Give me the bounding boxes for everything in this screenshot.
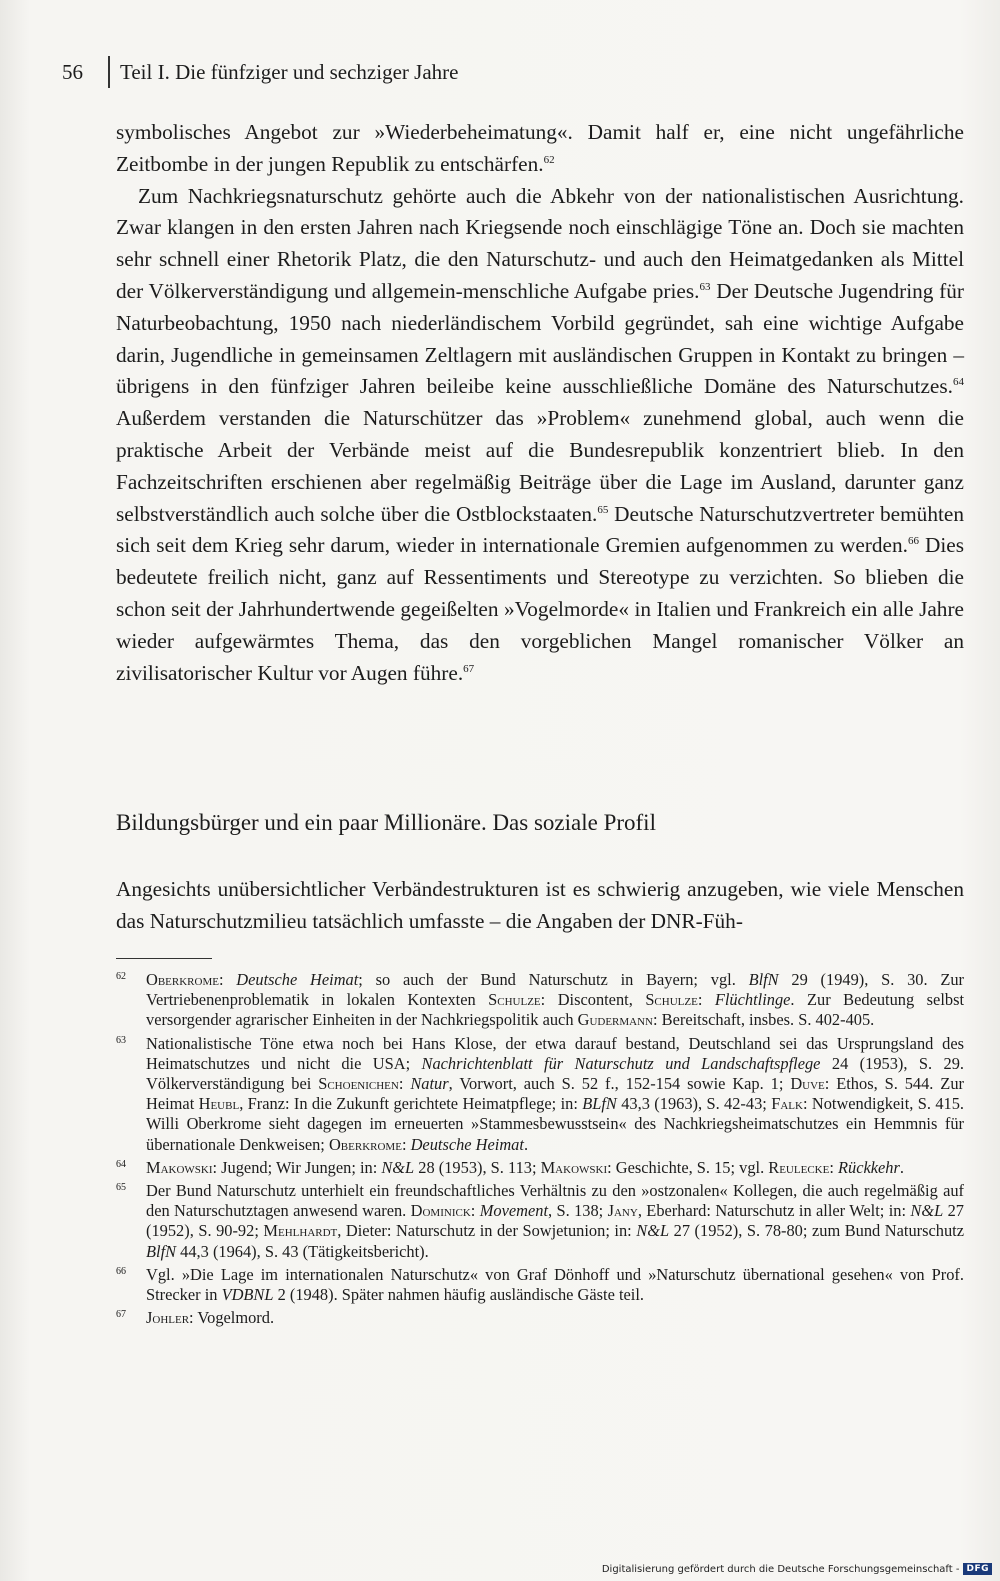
running-header bbox=[62, 52, 458, 92]
footnote-ref[interactable]: 66 bbox=[907, 535, 919, 548]
text-run: 27 (1952), S. 78-80; zum Bund Naturschutz bbox=[669, 1221, 964, 1241]
title: Rückkehr bbox=[837, 1157, 900, 1177]
text-run: Der Bund Naturschutz unterhielt ein freundschaftliches Verhältnis zu den »ostzonalen« Kollegen, die auch regelmäßig auf den Naturschutztagen anwesend waren. bbox=[146, 1181, 964, 1221]
title: BlfN bbox=[146, 1241, 177, 1261]
text-run: 28 (1953), S. 113; bbox=[414, 1157, 541, 1177]
author: Duve bbox=[790, 1074, 825, 1094]
title: Flüchtlinge bbox=[714, 990, 791, 1010]
title: Natur bbox=[410, 1074, 449, 1094]
author: Jany bbox=[607, 1201, 638, 1221]
text-run: : Ethos, S. 544. Zur Heimat bbox=[146, 1074, 964, 1114]
running-title: Teil I. Die fünfziger und sechziger Jahre bbox=[120, 59, 459, 84]
paragraph: Angesichts unübersichtlicher Verbändestrukturen ist es schwierig anzugeben, wie viele Menschen das Naturschutzmilieu tatsächlich umfasste – die Angaben der DNR-Füh- bbox=[116, 877, 964, 933]
text-run: : bbox=[697, 990, 715, 1010]
text-run: symbolisches Angebot zur »Wiederbeheimatung«. Damit half er, eine nicht ungefährliche Zeitbombe in der jungen Republik zu entschärfen. bbox=[116, 120, 964, 176]
text-run: : Jugend; Wir Jungen; in: bbox=[212, 1157, 382, 1177]
title: Deutsche Heimat bbox=[236, 970, 359, 989]
text-run: 44,3 (1964), S. 43 (Tätigkeitsbericht). bbox=[176, 1241, 429, 1261]
text-run: , Dieter: Naturschutz in der Sowjetunion; in: bbox=[337, 1221, 637, 1241]
header-divider bbox=[108, 56, 110, 88]
author: Oberkrome bbox=[146, 970, 219, 989]
paragraph bbox=[116, 181, 964, 690]
text-run: 43,3 (1963), S. 42-43; bbox=[616, 1094, 772, 1114]
title: N&L bbox=[910, 1201, 944, 1221]
title: N&L bbox=[636, 1221, 670, 1241]
footnote bbox=[116, 1158, 964, 1178]
text-run: : Notwendigkeit, S. 415. Willi Oberkrome sieht dagegen im erneuerten »Stammesbewusstsein« des Nachkriegsheimatschutzes ein Hemmnis für übernationale Denkweisen; bbox=[146, 1094, 965, 1154]
text-run: : Bereitschaft, insbes. S. 402-405. bbox=[653, 1010, 875, 1030]
title: BlfN bbox=[748, 970, 779, 989]
author: Gudermann bbox=[577, 1010, 654, 1030]
author: Schulze bbox=[488, 990, 541, 1010]
footnote-ref[interactable]: 65 bbox=[597, 503, 609, 516]
credit-text: Digitalisierung gefördert durch die Deutsche Forschungsgemeinschaft - bbox=[601, 1563, 960, 1575]
footnotes bbox=[116, 970, 964, 1331]
section-heading: Bildungsbürger und ein paar Millionäre. Das soziale Profil bbox=[116, 810, 656, 835]
author: Dominick bbox=[410, 1201, 471, 1221]
digitization-credit bbox=[602, 1563, 992, 1575]
text-run: Dies bedeutete freilich nicht, ganz auf Ressentiments und Stereotype zu verzichten. So blieben die schon seit der Jahrhundertwende gegeißelten »Vogelmorde« in Italien und Frankreich ein alle Jahre wieder aufgewärmtes Thema, das den vorgeblichen Mangel romanischer Völker an zivilisatorischer Kultur vor Augen führe. bbox=[116, 533, 964, 685]
footnote bbox=[116, 1034, 964, 1155]
title: VDBNL bbox=[221, 1285, 274, 1305]
author: Heubl bbox=[198, 1094, 240, 1114]
text-run: Zum Nachkriegsnaturschutz gehörte auch die Abkehr von der nationalistischen Ausrichtung. Zwar klangen in den ersten Jahren nach Kriegsende noch einschlägige Töne an. Doch sie machten sehr schnell einer Rhetorik Platz, die den Naturschutz- und auch den Heimatgedanken als Mittel der Völkerverständigung und allgemein-menschliche Aufgabe pries. bbox=[116, 183, 964, 303]
title: BLfN bbox=[582, 1094, 617, 1114]
text-run: : Discontent, bbox=[540, 990, 646, 1010]
text-run: Vgl. »Die Lage im internationalen Naturschutz« von Graf Dönhoff und »Naturschutz übernational gesehen« von Prof. Strecker in bbox=[146, 1264, 964, 1305]
footnote bbox=[116, 1181, 964, 1262]
footnote-ref[interactable]: 67 bbox=[463, 662, 475, 675]
footnote-number: 63 bbox=[116, 1034, 126, 1046]
text-run: Nationalistische Töne etwa noch bei Hans Klose, der etwa darauf bestand, Deutschland sei das Ursprungsland des Heimatschutzes und nicht die USA; bbox=[146, 1033, 964, 1073]
footnote-ref[interactable]: 63 bbox=[699, 280, 711, 293]
text-run: Außerdem verstanden die Naturschützer das »Problem« zunehmend global, auch wenn die praktische Arbeit der Verbände meist auf die Bundesrepublik konzentriert blieb. In den Fachzeitschriften erschienen aber regelmäßig Beiträge über die Lage im Ausland, darunter ganz selbstverständlich auch solche über die Ostblockstaaten. bbox=[116, 406, 964, 526]
footnote-ref[interactable]: 62 bbox=[543, 153, 555, 166]
author: Oberkrome bbox=[328, 1134, 402, 1154]
footnote bbox=[116, 1265, 964, 1305]
author: Reulecke bbox=[768, 1157, 830, 1177]
title: Nachrichtenblatt für Naturschutz und Landschaftspflege bbox=[421, 1053, 821, 1073]
author: Makowski bbox=[146, 1157, 213, 1177]
footnote-number: 65 bbox=[116, 1182, 126, 1194]
text-run: : Geschichte, S. 15; vgl. bbox=[607, 1157, 769, 1177]
text-run: . bbox=[899, 1157, 904, 1177]
title: N&L bbox=[381, 1157, 415, 1177]
author: Makowski bbox=[540, 1157, 608, 1177]
footnote-number: 64 bbox=[116, 1158, 126, 1170]
paragraph bbox=[116, 117, 964, 181]
footnote bbox=[116, 1308, 964, 1328]
footnote bbox=[116, 970, 964, 1031]
text-run: ; so auch der Bund Naturschutz in Bayern; vgl. bbox=[358, 970, 749, 989]
text-run: : bbox=[218, 970, 237, 989]
text-run: 24 (1953), S. 29. Völkerverständigung bei bbox=[146, 1053, 964, 1094]
page-number: 56 bbox=[62, 59, 83, 84]
text-run: Der Deutsche Jugendring für Naturbeobachtung, 1950 nach niederländischem Vorbild gegründet, sah eine wichtige Aufgabe darin, Jugendliche in gemeinsamen Zeltlagern mit ausländischen Gruppen in Kontakt zu bringen – übrigens in den fünfziger Jahren beileibe keine ausschließliche Domäne des Naturschutzes. bbox=[116, 278, 964, 399]
text-run: , Eberhard: Naturschutz in aller Welt; in: bbox=[637, 1201, 911, 1221]
author: Mehlhardt bbox=[263, 1221, 338, 1241]
text-run: Deutsche Naturschutzvertreter bemühten sich seit dem Krieg sehr darum, wieder in internationale Gremien aufgenommen zu werden. bbox=[116, 501, 964, 558]
text-run: , S. 138; bbox=[548, 1201, 608, 1221]
text-run: , Vorwort, auch S. 52 f., 152-154 sowie Kap. 1; bbox=[448, 1074, 791, 1094]
title: Deutsche Heimat bbox=[410, 1134, 524, 1154]
footnote-ref[interactable]: 64 bbox=[953, 376, 964, 389]
text-run: 27 (1952), S. 90-92; bbox=[146, 1201, 964, 1241]
author: Johler bbox=[146, 1308, 190, 1328]
text-run: : bbox=[470, 1201, 480, 1221]
author: Schoenichen bbox=[318, 1074, 399, 1094]
main-text-continued bbox=[116, 874, 964, 938]
text-run: : bbox=[398, 1074, 411, 1094]
footnote-divider bbox=[116, 958, 212, 959]
text-run: 2 (1948). Später nahmen häufig ausländische Gäste teil. bbox=[273, 1285, 644, 1305]
dfg-logo: DFG bbox=[963, 1563, 992, 1575]
footnote-number: 62 bbox=[116, 971, 126, 982]
text-run: : bbox=[401, 1134, 411, 1154]
author: Falk bbox=[771, 1094, 803, 1114]
footnote-number: 67 bbox=[116, 1309, 126, 1321]
text-run: . Zur Bedeutung selbst versorgender agrarischer Einheiten in der Nachkriegspolitik auch bbox=[146, 990, 964, 1030]
text-run: : Vogelmord. bbox=[189, 1308, 275, 1328]
text-run: . bbox=[523, 1134, 529, 1154]
text-run: 29 (1949), S. 30. Zur Vertriebenenproblematik in lokalen Kontexten bbox=[146, 970, 964, 1010]
title: Movement bbox=[479, 1201, 548, 1221]
main-text bbox=[116, 117, 964, 689]
footnote-number: 66 bbox=[116, 1265, 126, 1277]
text-run: , Franz: In die Zukunft gerichtete Heimatpflege; in: bbox=[239, 1094, 583, 1114]
text-run: : bbox=[829, 1157, 838, 1177]
author: Schulze bbox=[645, 990, 698, 1010]
